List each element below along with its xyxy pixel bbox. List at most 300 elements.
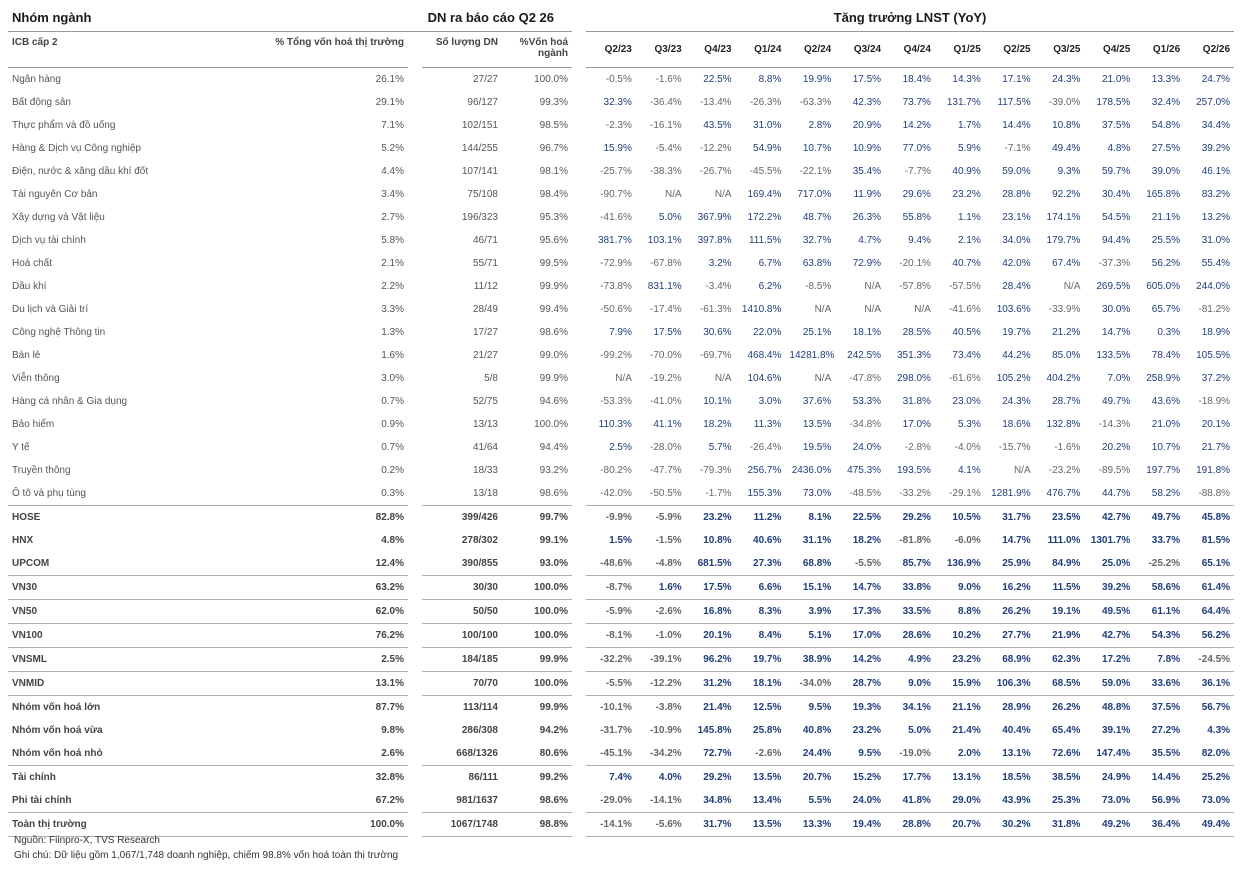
growth-cell: 32.7%	[802, 235, 832, 246]
growth-cell: 104.6%	[747, 373, 782, 384]
growth-cell: -12.2%	[636, 672, 686, 696]
spacer	[408, 114, 422, 137]
growth-cell: 40.7%	[952, 258, 981, 269]
growth-cell: 258.9%	[1146, 373, 1181, 384]
row-label: VN30	[8, 576, 208, 600]
growth-cell: 68.8%	[785, 552, 835, 576]
growth-cell: 197.7%	[1146, 465, 1181, 476]
cap-share-cell: 0.7%	[381, 442, 404, 453]
row-label: Nhóm vốn hoá nhỏ	[8, 742, 208, 766]
spacer	[572, 459, 586, 482]
growth-cell: -16.1%	[650, 120, 682, 131]
cap-ratio-cell: 99.7%	[539, 512, 569, 523]
growth-cell: 44.7%	[1084, 482, 1134, 506]
growth-cell: 61.1%	[1134, 600, 1184, 624]
growth-cell: -67.8%	[650, 258, 682, 269]
growth-cell: 6.2%	[758, 281, 782, 292]
footnote: Ghi chú: Dữ liệu gồm 1,067/1,748 doanh nghiệp, chiếm 98.8% vốn hoá toàn thị trường	[14, 850, 399, 861]
growth-cell: -99.2%	[600, 350, 632, 361]
growth-cell: 178.5%	[1096, 97, 1131, 108]
growth-cell: 256.7%	[747, 465, 782, 476]
growth-cell: 42.7%	[1101, 512, 1131, 523]
growth-cell: -10.9%	[650, 725, 682, 736]
spacer	[408, 696, 422, 720]
growth-cell: N/A	[914, 304, 931, 315]
growth-cell: 117.5%	[997, 97, 1031, 108]
growth-cell: 39.0%	[1151, 166, 1181, 177]
count-cell: 11/12	[473, 281, 498, 292]
growth-cell: 82.0%	[1184, 742, 1234, 766]
spacer	[572, 160, 586, 183]
row-label: Truyền thông	[12, 465, 71, 476]
growth-cell: 9.4%	[908, 235, 931, 246]
growth-cell: 33.8%	[885, 576, 935, 600]
growth-cell: -20.1%	[899, 258, 931, 269]
count-cell: 50/50	[422, 600, 502, 624]
cap-ratio-header: %Vốn hoá ngành	[502, 32, 572, 68]
growth-cell: 37.5%	[1101, 120, 1131, 131]
growth-cell: -23.2%	[1048, 465, 1081, 476]
spacer	[572, 367, 586, 390]
growth-cell: -1.7%	[686, 482, 736, 506]
growth-cell: -48.5%	[835, 482, 885, 506]
table-row	[8, 459, 1234, 482]
growth-cell: -39.1%	[636, 648, 686, 672]
growth-cell: 681.5%	[686, 552, 736, 576]
cap-ratio-cell: 99.4%	[539, 304, 569, 315]
growth-cell: 25.0%	[1084, 552, 1134, 576]
cap-share-cell: 2.1%	[381, 258, 404, 269]
count-cell: 390/855	[422, 552, 502, 576]
spacer	[572, 813, 586, 837]
growth-cell: -69.7%	[699, 350, 732, 361]
spacer	[408, 91, 422, 114]
growth-cell: 34.8%	[686, 789, 736, 813]
growth-cell: 34.0%	[1002, 235, 1031, 246]
cap-ratio-cell: 98.4%	[539, 189, 569, 200]
cap-share-cell: 0.9%	[381, 419, 404, 430]
growth-cell: -24.5%	[1184, 648, 1234, 672]
growth-title: Tăng trưởng LNST (YoY)	[586, 4, 1234, 32]
growth-cell: 831.1%	[647, 281, 682, 292]
growth-cell: 1.6%	[636, 576, 686, 600]
growth-cell: 13.1%	[985, 742, 1035, 766]
growth-cell: 21.7%	[1201, 442, 1231, 453]
growth-cell: 105.5%	[1196, 350, 1231, 361]
growth-cell: 28.9%	[1002, 702, 1031, 713]
growth-cell: 132.8%	[1046, 419, 1081, 430]
growth-cell: 55.8%	[902, 212, 931, 223]
growth-cell: 38.5%	[1052, 772, 1081, 783]
cap-ratio-cell: 94.4%	[539, 442, 569, 453]
growth-cell: -12.2%	[699, 143, 732, 154]
growth-cell: 9.0%	[935, 576, 985, 600]
growth-cell: 73.0%	[1084, 789, 1134, 813]
growth-cell: 56.9%	[1134, 789, 1184, 813]
growth-cell: 54.9%	[753, 143, 782, 154]
growth-cell: -4.0%	[954, 442, 981, 453]
cap-ratio-cell: 98.1%	[539, 166, 569, 177]
cap-share-cell: 13.1%	[208, 672, 408, 696]
growth-cell: 16.2%	[985, 576, 1035, 600]
growth-cell: -14.1%	[586, 813, 636, 837]
growth-cell: 59.7%	[1101, 166, 1131, 177]
growth-cell: 21.1%	[1151, 212, 1181, 223]
growth-cell: 7.4%	[609, 772, 632, 783]
growth-cell: 15.1%	[785, 576, 835, 600]
growth-cell: 65.7%	[1151, 304, 1181, 315]
growth-cell: 25.9%	[985, 552, 1035, 576]
growth-cell: 10.8%	[1052, 120, 1081, 131]
growth-cell: 73.4%	[952, 350, 981, 361]
growth-cell: 4.1%	[957, 465, 981, 476]
table-row	[8, 719, 1234, 742]
table-row	[8, 114, 1234, 137]
growth-cell: 40.8%	[802, 725, 832, 736]
spacer	[408, 576, 422, 600]
growth-cell: 18.4%	[902, 74, 931, 85]
growth-cell: N/A	[615, 373, 632, 384]
cap-share-cell: 2.2%	[381, 281, 404, 292]
spacer	[572, 206, 586, 229]
spacer	[572, 91, 586, 114]
growth-cell: 191.8%	[1196, 465, 1231, 476]
cap-ratio-cell: 100.0%	[502, 672, 572, 696]
growth-cell: 14.3%	[952, 74, 981, 85]
cap-ratio-cell: 94.6%	[539, 396, 569, 407]
growth-cell: 67.4%	[1052, 258, 1081, 269]
growth-cell: -10.1%	[600, 702, 632, 713]
quarter-header: Q2/25	[985, 32, 1035, 68]
growth-cell: -5.9%	[586, 600, 636, 624]
growth-cell: -9.9%	[605, 512, 632, 523]
growth-cell: -79.3%	[699, 465, 732, 476]
count-cell: 18/33	[472, 465, 498, 476]
source-note: Nguồn: Fiinpro-X, TVS Research	[14, 835, 160, 846]
growth-cell: 92.2%	[1052, 189, 1081, 200]
growth-cell: 9.5%	[835, 742, 885, 766]
growth-cell: 105.2%	[996, 373, 1031, 384]
count-cell: 100/100	[422, 624, 502, 648]
growth-cell: 14.7%	[1101, 327, 1131, 338]
growth-cell: 10.2%	[935, 624, 985, 648]
row-label: HNX	[12, 535, 34, 546]
growth-cell: 18.2%	[703, 419, 732, 430]
quarter-header: Q1/25	[935, 32, 985, 68]
growth-cell: 18.1%	[736, 672, 786, 696]
growth-cell: 14.7%	[835, 576, 885, 600]
cap-share-cell: 2.6%	[208, 742, 408, 766]
spacer	[572, 648, 586, 672]
growth-cell: 16.8%	[686, 600, 736, 624]
growth-cell: 39.2%	[1201, 143, 1231, 154]
growth-cell: 36.1%	[1184, 672, 1234, 696]
growth-cell: 10.5%	[952, 512, 981, 523]
table-row	[8, 696, 1234, 720]
cap-share-cell: 1.3%	[381, 327, 404, 338]
growth-cell: -29.1%	[935, 482, 985, 506]
table-row	[8, 252, 1234, 275]
cap-share-cell: 32.8%	[375, 772, 404, 783]
growth-cell: 476.7%	[1035, 482, 1085, 506]
cap-ratio-cell: 99.0%	[539, 350, 569, 361]
growth-cell: 39.1%	[1101, 725, 1131, 736]
growth-cell: 85.7%	[885, 552, 935, 576]
growth-cell: 22.5%	[703, 74, 732, 85]
growth-cell: 33.7%	[1151, 535, 1181, 546]
growth-cell: 7.0%	[1107, 373, 1131, 384]
growth-cell: 6.6%	[736, 576, 786, 600]
row-label: Bán lẻ	[12, 350, 41, 361]
count-cell: 981/1637	[422, 789, 502, 813]
growth-cell: 14.2%	[835, 648, 885, 672]
growth-cell: 35.4%	[852, 166, 882, 177]
growth-cell: 1.5%	[609, 535, 632, 546]
column-header-row	[8, 32, 1234, 68]
cap-share-cell: 87.7%	[375, 702, 404, 713]
growth-cell: -80.2%	[600, 465, 632, 476]
count-cell: 144/255	[461, 143, 498, 154]
row-label: Nhóm vốn hoá vừa	[12, 725, 103, 736]
row-label: Tài nguyên Cơ bản	[12, 189, 98, 200]
cap-ratio-cell: 100.0%	[534, 419, 569, 430]
growth-cell: 4.9%	[885, 648, 935, 672]
growth-cell: 23.0%	[952, 396, 981, 407]
growth-cell: -28.0%	[650, 442, 682, 453]
row-label: Hàng & Dịch vụ Công nghiệp	[12, 143, 141, 154]
growth-cell: 36.4%	[1134, 813, 1184, 837]
row-label: VN50	[8, 600, 208, 624]
growth-cell: 30.2%	[985, 813, 1035, 837]
growth-cell: -34.2%	[636, 742, 686, 766]
cap-share-cell: 0.3%	[208, 482, 408, 506]
growth-cell: 475.3%	[847, 465, 882, 476]
growth-cell: 19.5%	[802, 442, 832, 453]
growth-cell: -17.4%	[650, 304, 682, 315]
growth-cell: 49.4%	[1184, 813, 1234, 837]
growth-cell: 3.9%	[785, 600, 835, 624]
growth-cell: 21.9%	[1035, 624, 1085, 648]
report-title: DN ra báo cáo Q2 26	[208, 4, 572, 32]
count-cell: 399/426	[461, 512, 498, 523]
growth-cell: -8.7%	[586, 576, 636, 600]
growth-cell: 78.4%	[1151, 350, 1181, 361]
growth-cell: 77.0%	[902, 143, 931, 154]
growth-cell: 28.4%	[1002, 281, 1031, 292]
growth-cell: 244.0%	[1196, 281, 1231, 292]
growth-cell: -5.5%	[586, 672, 636, 696]
growth-cell: 31.0%	[753, 120, 782, 131]
growth-cell: 56.2%	[1151, 258, 1181, 269]
growth-cell: 37.6%	[802, 396, 832, 407]
growth-cell: 24.3%	[1052, 74, 1081, 85]
growth-cell: -72.9%	[600, 258, 632, 269]
growth-cell: 17.5%	[852, 74, 882, 85]
growth-cell: 20.7%	[935, 813, 985, 837]
growth-cell: 4.7%	[858, 235, 882, 246]
growth-cell: 131.7%	[946, 97, 981, 108]
growth-cell: 26.3%	[852, 212, 882, 223]
growth-cell: 13.4%	[736, 789, 786, 813]
growth-cell: -15.7%	[998, 442, 1031, 453]
growth-cell: 2436.0%	[791, 465, 832, 476]
growth-cell: 83.2%	[1201, 189, 1231, 200]
row-label: Dầu khí	[12, 281, 47, 292]
spacer	[572, 719, 586, 742]
growth-cell: 26.2%	[1052, 702, 1081, 713]
growth-cell: 55.4%	[1201, 258, 1231, 269]
growth-cell: 103.1%	[647, 235, 682, 246]
count-cell: 13/13	[472, 419, 498, 430]
growth-cell: 20.9%	[852, 120, 882, 131]
growth-cell: 27.3%	[736, 552, 786, 576]
growth-cell: 17.3%	[835, 600, 885, 624]
cap-ratio-cell: 93.2%	[539, 465, 569, 476]
growth-cell: 13.3%	[1151, 74, 1181, 85]
growth-cell: -1.0%	[636, 624, 686, 648]
spacer	[408, 672, 422, 696]
growth-cell: 25.2%	[1201, 772, 1231, 783]
growth-cell: 64.4%	[1184, 600, 1234, 624]
growth-cell: 18.9%	[1201, 327, 1231, 338]
cap-ratio-cell: 95.3%	[539, 212, 569, 223]
growth-cell: 45.8%	[1201, 512, 1231, 523]
growth-cell: 59.0%	[1002, 166, 1031, 177]
count-cell: 28/49	[472, 304, 498, 315]
table-row	[8, 183, 1234, 206]
growth-cell: 28.5%	[902, 327, 931, 338]
cap-ratio-cell: 98.8%	[502, 813, 572, 837]
growth-cell: 136.9%	[935, 552, 985, 576]
growth-cell: 22.5%	[852, 512, 882, 523]
growth-cell: 42.7%	[1084, 624, 1134, 648]
growth-cell: 15.9%	[603, 143, 632, 154]
growth-cell: 49.7%	[1151, 512, 1181, 523]
growth-cell: -2.6%	[636, 600, 686, 624]
growth-cell: -57.8%	[899, 281, 931, 292]
count-cell: 102/151	[461, 120, 498, 131]
growth-cell: 3.2%	[708, 258, 732, 269]
growth-cell: 31.2%	[686, 672, 736, 696]
growth-cell: 8.3%	[736, 600, 786, 624]
row-label: UPCOM	[8, 552, 208, 576]
spacer	[408, 789, 422, 813]
spacer	[408, 275, 422, 298]
growth-cell: -5.4%	[655, 143, 682, 154]
growth-cell: 2.0%	[935, 742, 985, 766]
spacer	[572, 576, 586, 600]
growth-cell: 25.3%	[1035, 789, 1085, 813]
growth-cell: 49.4%	[1052, 143, 1081, 154]
growth-cell: 24.4%	[785, 742, 835, 766]
growth-cell: 18.1%	[852, 327, 882, 338]
growth-cell: 33.6%	[1134, 672, 1184, 696]
growth-cell: -31.7%	[600, 725, 632, 736]
growth-cell: 53.3%	[852, 396, 882, 407]
table-row	[8, 68, 1234, 92]
cap-share-cell: 63.2%	[208, 576, 408, 600]
growth-cell: 73.0%	[1184, 789, 1234, 813]
growth-cell: -63.3%	[799, 97, 832, 108]
cap-ratio-cell: 93.0%	[502, 552, 572, 576]
growth-cell: 37.2%	[1201, 373, 1231, 384]
growth-cell: 33.5%	[885, 600, 935, 624]
growth-cell: 23.2%	[935, 648, 985, 672]
growth-cell: 10.7%	[802, 143, 832, 154]
growth-cell: -2.3%	[605, 120, 632, 131]
table-row	[8, 344, 1234, 367]
spacer	[408, 344, 422, 367]
cap-share-cell: 3.4%	[381, 189, 404, 200]
growth-cell: 20.1%	[686, 624, 736, 648]
cap-ratio-cell: 100.0%	[534, 74, 569, 85]
growth-cell: 15.9%	[935, 672, 985, 696]
row-label: VNMID	[8, 672, 208, 696]
spacer	[572, 275, 586, 298]
cap-share-cell: 67.2%	[208, 789, 408, 813]
growth-cell: -3.4%	[705, 281, 732, 292]
growth-cell: 21.0%	[1101, 74, 1131, 85]
growth-cell: -50.6%	[600, 304, 632, 315]
growth-cell: 17.2%	[1084, 648, 1134, 672]
spacer	[572, 789, 586, 813]
growth-cell: -1.6%	[1054, 442, 1081, 453]
growth-cell: 59.0%	[1084, 672, 1134, 696]
table-row	[8, 506, 1234, 530]
growth-cell: -3.8%	[655, 702, 682, 713]
growth-cell: 72.6%	[1035, 742, 1085, 766]
growth-cell: -14.1%	[636, 789, 686, 813]
growth-cell: -32.2%	[586, 648, 636, 672]
growth-cell: 10.1%	[703, 396, 732, 407]
spacer	[408, 183, 422, 206]
growth-cell: -5.5%	[835, 552, 885, 576]
quarter-header: Q4/25	[1084, 32, 1134, 68]
row-label: Phi tài chính	[8, 789, 208, 813]
growth-cell: 165.8%	[1146, 189, 1181, 200]
growth-cell: -90.7%	[600, 189, 632, 200]
count-cell: 1067/1748	[422, 813, 502, 837]
growth-cell: 7.9%	[609, 327, 632, 338]
growth-cell: -45.5%	[749, 166, 782, 177]
growth-cell: N/A	[814, 304, 832, 315]
growth-cell: 72.7%	[686, 742, 736, 766]
growth-cell: 10.7%	[1151, 442, 1181, 453]
growth-cell: 32.3%	[603, 97, 632, 108]
growth-cell: 54.3%	[1134, 624, 1184, 648]
growth-cell: -4.8%	[636, 552, 686, 576]
growth-cell: 2.8%	[808, 120, 832, 131]
growth-cell: -7.7%	[904, 166, 931, 177]
growth-cell: 13.5%	[736, 813, 786, 837]
growth-cell: 147.4%	[1084, 742, 1134, 766]
growth-cell: 19.4%	[835, 813, 885, 837]
spacer	[572, 413, 586, 436]
growth-cell: 20.2%	[1101, 442, 1131, 453]
cap-share-cell: 7.1%	[381, 120, 404, 131]
growth-cell: 56.2%	[1184, 624, 1234, 648]
count-header: Số lượng DN	[422, 32, 502, 68]
spacer	[408, 137, 422, 160]
growth-cell: 10.9%	[852, 143, 882, 154]
count-cell: 113/114	[462, 702, 498, 713]
growth-cell: 29.0%	[935, 789, 985, 813]
growth-cell: 35.5%	[1134, 742, 1184, 766]
cap-share-cell: 62.0%	[208, 600, 408, 624]
growth-cell: 21.4%	[703, 702, 732, 713]
count-cell: 196/323	[461, 212, 498, 223]
cap-share-cell: 2.7%	[381, 212, 404, 223]
